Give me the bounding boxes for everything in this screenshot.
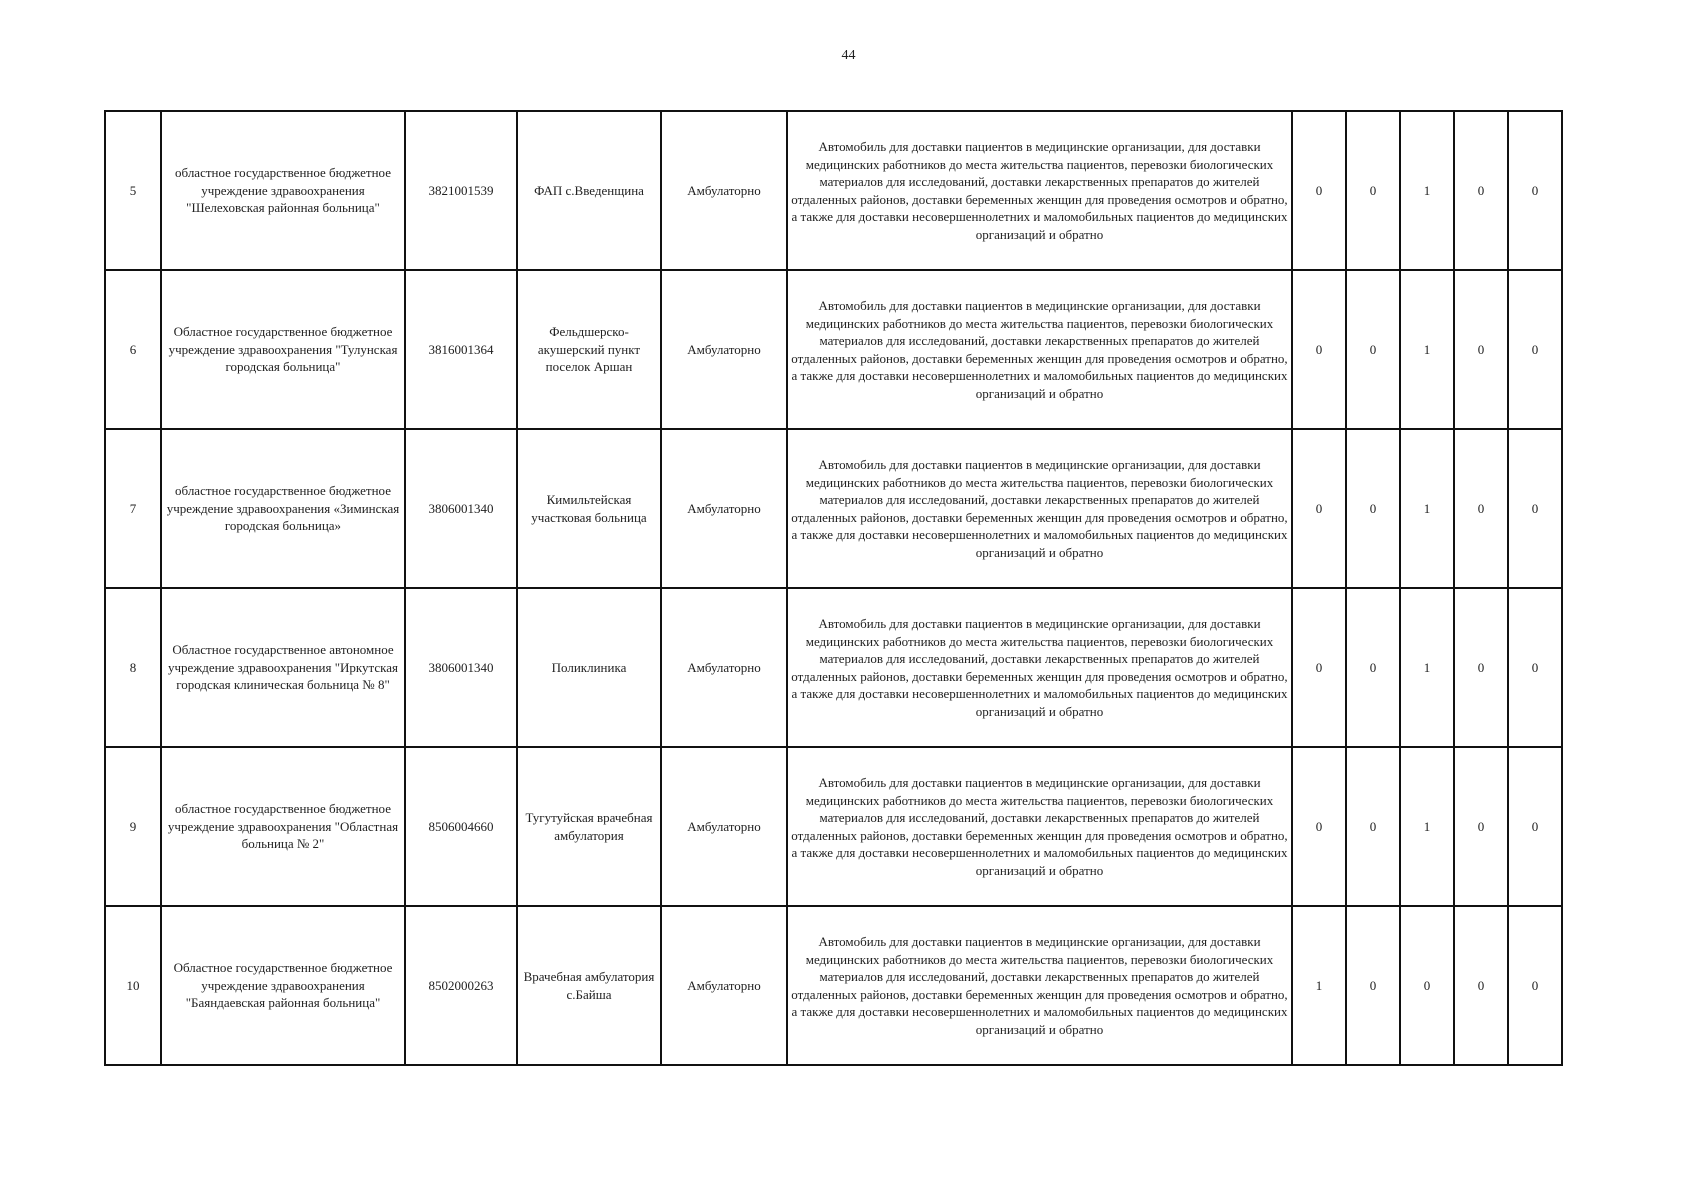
row-number-cell: 10 [105, 906, 161, 1065]
care-type-cell: Амбулаторно [661, 747, 787, 906]
description-cell: Автомобиль для доставки пациентов в медицинские организации, для доставки медицинских работников до места жительства пациентов, перевозки биологических материалов для исследований, доставки лекарственных препаратов до жителей отдаленных районов, доставки беременных женщин для проведения осмотров и обратно, а также для доставки несовершеннолетних и маломобильных пациентов до медицинских организаций и обратно [787, 429, 1292, 588]
inn-cell: 3806001340 [405, 588, 517, 747]
row-number-cell: 8 [105, 588, 161, 747]
value-cell-4: 0 [1454, 747, 1508, 906]
value-cell-2: 0 [1346, 588, 1400, 747]
value-cell-2: 0 [1346, 111, 1400, 270]
value-cell-1: 0 [1292, 270, 1346, 429]
care-type-cell: Амбулаторно [661, 111, 787, 270]
value-cell-5: 0 [1508, 747, 1562, 906]
table-row [105, 111, 1562, 270]
value-cell-3: 0 [1400, 906, 1454, 1065]
organization-cell: областное государственное бюджетное учреждение здравоохранения «Зиминская городская больница» [161, 429, 405, 588]
value-cell-3: 1 [1400, 270, 1454, 429]
table-row [105, 588, 1562, 747]
organization-cell: областное государственное бюджетное учреждение здравоохранения "Областная больница № 2" [161, 747, 405, 906]
value-cell-2: 0 [1346, 429, 1400, 588]
inn-cell: 8506004660 [405, 747, 517, 906]
value-cell-1: 0 [1292, 111, 1346, 270]
unit-cell: Поликлиника [517, 588, 661, 747]
organization-cell: Областное государственное бюджетное учреждение здравоохранения "Тулунская городская больница" [161, 270, 405, 429]
value-cell-4: 0 [1454, 588, 1508, 747]
row-number-cell: 6 [105, 270, 161, 429]
value-cell-5: 0 [1508, 429, 1562, 588]
page-number: 44 [841, 48, 856, 63]
description-cell: Автомобиль для доставки пациентов в медицинские организации, для доставки медицинских работников до места жительства пациентов, перевозки биологических материалов для исследований, доставки лекарственных препаратов до жителей отдаленных районов, доставки беременных женщин для проведения осмотров и обратно, а также для доставки несовершеннолетних и маломобильных пациентов до медицинских организаций и обратно [787, 588, 1292, 747]
value-cell-5: 0 [1508, 588, 1562, 747]
organization-cell: областное государственное бюджетное учреждение здравоохранения "Шелеховская районная больница" [161, 111, 405, 270]
description-cell: Автомобиль для доставки пациентов в медицинские организации, для доставки медицинских работников до места жительства пациентов, перевозки биологических материалов для исследований, доставки лекарственных препаратов до жителей отдаленных районов, доставки беременных женщин для проведения осмотров и обратно, а также для доставки несовершеннолетних и маломобильных пациентов до медицинских организаций и обратно [787, 906, 1292, 1065]
value-cell-4: 0 [1454, 270, 1508, 429]
table-row [105, 429, 1562, 588]
description-cell: Автомобиль для доставки пациентов в медицинские организации, для доставки медицинских работников до места жительства пациентов, перевозки биологических материалов для исследований, доставки лекарственных препаратов до жителей отдаленных районов, доставки беременных женщин для проведения осмотров и обратно, а также для доставки несовершеннолетних и маломобильных пациентов до медицинских организаций и обратно [787, 270, 1292, 429]
row-number-cell: 9 [105, 747, 161, 906]
description-cell: Автомобиль для доставки пациентов в медицинские организации, для доставки медицинских работников до места жительства пациентов, перевозки биологических материалов для исследований, доставки лекарственных препаратов до жителей отдаленных районов, доставки беременных женщин для проведения осмотров и обратно, а также для доставки несовершеннолетних и маломобильных пациентов до медицинских организаций и обратно [787, 747, 1292, 906]
table-row [105, 270, 1562, 429]
value-cell-4: 0 [1454, 429, 1508, 588]
value-cell-3: 1 [1400, 747, 1454, 906]
value-cell-1: 0 [1292, 747, 1346, 906]
inn-cell: 3816001364 [405, 270, 517, 429]
unit-cell: Фельдшерско-акушерский пункт поселок Аршан [517, 270, 661, 429]
organization-cell: Областное государственное автономное учреждение здравоохранения "Иркутская городская клиническая больница № 8" [161, 588, 405, 747]
table-body [105, 111, 1562, 1065]
value-cell-5: 0 [1508, 906, 1562, 1065]
inn-cell: 3821001539 [405, 111, 517, 270]
inn-cell: 3806001340 [405, 429, 517, 588]
value-cell-2: 0 [1346, 747, 1400, 906]
value-cell-2: 0 [1346, 270, 1400, 429]
inn-cell: 8502000263 [405, 906, 517, 1065]
description-cell: Автомобиль для доставки пациентов в медицинские организации, для доставки медицинских работников до места жительства пациентов, перевозки биологических материалов для исследований, доставки лекарственных препаратов до жителей отдаленных районов, доставки беременных женщин для проведения осмотров и обратно, а также для доставки несовершеннолетних и маломобильных пациентов до медицинских организаций и обратно [787, 111, 1292, 270]
value-cell-2: 0 [1346, 906, 1400, 1065]
row-number-cell: 5 [105, 111, 161, 270]
vehicle-allocation-table [104, 110, 1563, 1066]
value-cell-3: 1 [1400, 588, 1454, 747]
care-type-cell: Амбулаторно [661, 270, 787, 429]
value-cell-5: 0 [1508, 270, 1562, 429]
table-row [105, 747, 1562, 906]
value-cell-5: 0 [1508, 111, 1562, 270]
table-row [105, 906, 1562, 1065]
value-cell-3: 1 [1400, 429, 1454, 588]
unit-cell: Кимильтейская участковая больница [517, 429, 661, 588]
care-type-cell: Амбулаторно [661, 588, 787, 747]
organization-cell: Областное государственное бюджетное учреждение здравоохранения "Баяндаевская районная больница" [161, 906, 405, 1065]
unit-cell: Врачебная амбулатория с.Байша [517, 906, 661, 1065]
value-cell-1: 1 [1292, 906, 1346, 1065]
value-cell-1: 0 [1292, 429, 1346, 588]
value-cell-1: 0 [1292, 588, 1346, 747]
care-type-cell: Амбулаторно [661, 906, 787, 1065]
unit-cell: ФАП с.Введенщина [517, 111, 661, 270]
care-type-cell: Амбулаторно [661, 429, 787, 588]
value-cell-4: 0 [1454, 906, 1508, 1065]
row-number-cell: 7 [105, 429, 161, 588]
value-cell-4: 0 [1454, 111, 1508, 270]
value-cell-3: 1 [1400, 111, 1454, 270]
unit-cell: Тугутуйская врачебная амбулатория [517, 747, 661, 906]
